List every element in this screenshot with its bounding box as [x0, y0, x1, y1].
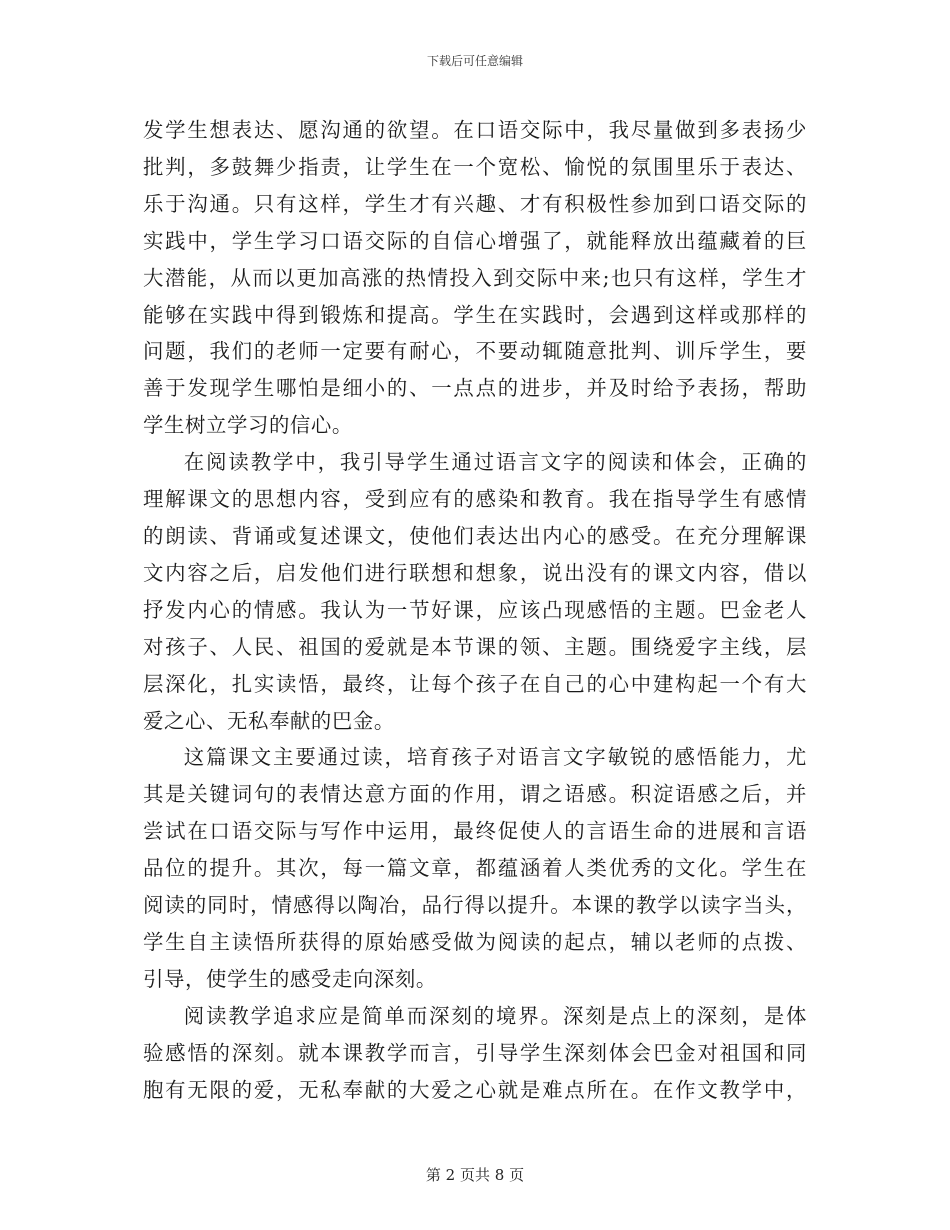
text-line: 文内容之后，启发他们进行联想和想象，说出没有的课文内容，借以	[143, 560, 807, 585]
text-line: 层深化，扎实读悟，最终，让每个孩子在自己的心中建构起一个有大	[143, 671, 807, 696]
text-line: 这篇课文主要通过读，培育孩子对语言文字敏锐的感悟能力，尤	[183, 745, 807, 770]
text-line: 问题，我们的老师一定要有耐心，不要动辄随意批判、训斥学生，要	[143, 339, 807, 364]
text-line: 发学生想表达、愿沟通的欲望。在口语交际中，我尽量做到多表扬少	[143, 118, 807, 142]
text-line: 对孩子、人民、祖国的爱就是本节课的领、主题。围绕爱字主线，层	[143, 634, 807, 659]
text-line: 乐于沟通。只有这样，学生才有兴趣、才有积极性参加到口语交际的	[143, 191, 807, 216]
text-line: 实践中，学生学习口语交际的自信心增强了，就能释放出蕴藏着的巨	[143, 228, 807, 253]
text-line: 引导，使学生的感受走向深刻。	[143, 966, 437, 991]
text-line: 大潜能，从而以更加高涨的热情投入到交际中来;也只有这样，学生才	[143, 265, 807, 290]
page-header: 下载后可任意编辑	[426, 54, 523, 68]
paragraph-4	[143, 998, 807, 1109]
page-footer: 第 2 页共 8 页	[425, 1166, 525, 1184]
text-line: 学生树立学习的信心。	[143, 413, 353, 438]
text-line: 阅读教学追求应是简单而深刻的境界。深刻是点上的深刻，是体	[183, 1003, 807, 1028]
text-line: 尝试在口语交际与写作中运用，最终促使人的言语生命的进展和言语	[143, 819, 807, 844]
text-line: 其是关键词句的表情达意方面的作用，谓之语感。积淀语感之后，并	[143, 782, 807, 807]
text-line: 批判，多鼓舞少指责，让学生在一个宽松、愉悦的氛围里乐于表达、	[143, 154, 807, 179]
text-line: 抒发内心的情感。我认为一节好课，应该凸现感悟的主题。巴金老人	[143, 597, 807, 622]
text-line: 胞有无限的爱，无私奉献的大爱之心就是难点所在。在作文教学中，	[143, 1077, 807, 1102]
text-line: 的朗读、背诵或复述课文，使他们表达出内心的感受。在充分理解课	[143, 523, 807, 548]
paragraph-1	[143, 112, 807, 444]
paragraph-3	[143, 739, 807, 997]
text-line: 学生自主读悟所获得的原始感受做为阅读的起点，辅以老师的点拨、	[143, 929, 807, 954]
text-line: 阅读的同时，情感得以陶冶，品行得以提升。本课的教学以读字当头，	[143, 893, 807, 918]
text-line: 能够在实践中得到锻炼和提高。学生在实践时，会遇到这样或那样的	[143, 302, 807, 327]
text-line: 善于发现学生哪怕是细小的、一点点的进步，并及时给予表扬，帮助	[143, 376, 807, 401]
text-line: 验感悟的深刻。就本课教学而言，引导学生深刻体会巴金对祖国和同	[143, 1040, 807, 1065]
text-line: 爱之心、无私奉献的巴金。	[143, 708, 395, 733]
paragraph-2	[143, 444, 807, 739]
text-line: 品位的提升。其次，每一篇文章，都蕴涵着人类优秀的文化。学生在	[143, 856, 807, 881]
document-body	[143, 112, 807, 1108]
text-line: 在阅读教学中，我引导学生通过语言文字的阅读和体会，正确的	[183, 450, 807, 475]
text-line: 理解课文的思想内容，受到应有的感染和教育。我在指导学生有感情	[143, 487, 807, 512]
